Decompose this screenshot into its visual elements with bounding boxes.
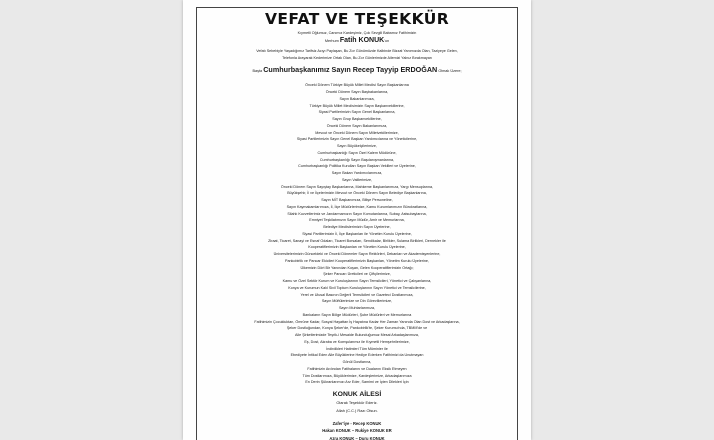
thanks-line: Büyükşehir, İl ve İlçelerimizin Mevcut ve Önceki Dönem Sayın Belediye Başkanlarına,	[287, 191, 427, 196]
thanks-line: Ebediyete İntikal Eden Aile Büyüklerine Hediye Ederken Fatihimizi da Unutmayan	[290, 353, 424, 358]
deceased-name: Fatih KONUK	[339, 36, 385, 44]
thanks-line: Şeker Pancarı Üreticileri ve Çiftçilerimize,	[323, 272, 391, 277]
president-prefix: Başta	[252, 69, 263, 74]
signature-line: Hakan KONUK – Rukiye KONUK ER	[322, 428, 392, 434]
family-line: Allah (C.C.) Razı Olsun.	[336, 407, 378, 413]
thanks-line: Pankobirlik ve Pancar Ekicileri Kooperatiflerimizin Başkanları, Yönetim Kurulu Üyelerine,	[284, 258, 429, 263]
thanks-line: İndirdikleri Hatimleri Tüm Müminler ile	[326, 346, 388, 351]
thanks-line: Önceki Dönem Sayın Sayıştay Başkanlarına, Mahkeme Başkanlarımıza, Yargı Mensuplarına,	[280, 184, 434, 189]
thanks-line: Sayın Bakanlarımıza,	[339, 96, 375, 101]
notice-content	[201, 10, 513, 440]
thanks-line: Üniversitelerimizin Günceldeki ve Önceki Dönemler Sayın Rektörleri, Dekanları ve Akademisyenlerine,	[273, 252, 441, 256]
obituary-page	[183, 0, 531, 440]
deceased-prefix: Merhum	[324, 38, 339, 43]
deceased-suffix: 'un	[384, 38, 390, 43]
intro-line: Vefatı Sebebiyle Yaşadığımız Tarifsiz Acıyı Paylaşan, Bu Zor Günümüzde Kalbinde Bizzat Yanımızda Olan, Taziyeye Gelen,	[256, 48, 458, 53]
thanks-line: Sayın MİT Başkanımıza, Bilişe Personeline,	[321, 198, 393, 202]
thanks-line: Önceki Dönem Sayın Bakanlarımıza,	[326, 123, 388, 128]
thanks-line: Bankaların Sayın Bölge Müdürleri, Şube Müdürleri ve Memurlarına	[302, 312, 412, 317]
thanks-line: Kooperatiflerimizin Başkanları ve Yönetim Kurulu Üyelerine,	[308, 245, 406, 250]
thanks-line: Mevcut ve Önceki Dönem Sayın Milletvekillerimize,	[315, 130, 399, 135]
signature-line: Azra KONUK – Duru KONUK	[329, 435, 385, 440]
thanks-line: Cumhurbaşkanlığı Sayın Başdanışmanlarına,	[319, 157, 395, 162]
thanks-line: Aile Şirketlerimizde Teşrik-i Mesaide Bulunduğumuz Mesai Arkadaşlarımıza,	[295, 333, 419, 337]
family-line: Olarak Teşekkür Ederiz.	[336, 400, 378, 405]
thanks-line: Ziraat, Ticaret, Sanayi ve Esnaf Odaları, Ticaret Borsaları, Sendikalar, Birlikler, Sulama Birlikleri, Dernekler ile	[268, 238, 446, 243]
thanks-line: Siyasi Partilerimizin İl, İlçe Başkanları ile Yönetim Kurulu Üyelerine,	[302, 231, 412, 236]
thanks-line: Kamu ve Özel Sektör Kurum ve Kuruluşlarının Sayın Temsilcileri, Yönetici ve Çalışanlarına,	[282, 279, 432, 283]
thanks-line: Belediye Meclislerimizin Sayın Üyelerine,	[323, 225, 391, 229]
thanks-line: Sayın Kaymakamlarımıza, İl, İlçe Müdürlerimize, Kamu Kurumlarımızın Bürokratlarına,	[286, 204, 428, 209]
thanks-line: Sayın Müftülerimize ve Din Görevlilerimize,	[321, 299, 393, 304]
thanks-line: Önceki Dönem Sayın Başbakanlarına,	[325, 90, 389, 94]
thanks-line: Ülkemizin Dört Bir Yanından Koşan, Gelen Kooperatiflerimizin Ortağı;	[300, 265, 414, 270]
thanks-line: Siyasi Partilerimizin Sayın Genel Başkanlarına,	[318, 110, 396, 115]
intro-line: Kıymetli Oğlumuz, Canımız Kardeşimiz, Çok Sevgili Babamız Fatihimizin	[297, 31, 417, 35]
president-suffix: Olmak Üzere;	[438, 69, 462, 74]
thanks-line: Tüm Dostlarımıza, Büyüklerimize, Kardeşlerimize, Arkadaşlarımıza	[302, 373, 412, 378]
thanks-line: Silahlı Kuvvetlerimiz ve Jandarmamızın Sayın Komutanlarına, Subay, Astsubaylarına,	[287, 211, 427, 216]
president-name: Cumhurbaşkanımız Sayın Recep Tayyip ERDOĞAN	[263, 65, 438, 75]
thanks-list	[201, 82, 513, 386]
thanks-line: Cumhurbaşkanlığı Politika Kurulları Sayın Başkan Vekilleri ve Üyelerine,	[298, 164, 416, 169]
thanks-line: Sayın Valilerimize,	[341, 177, 373, 182]
thanks-line: Emniyet Teşkilatımızın Sayın Müdür, Amir ve Memurlarına,	[309, 218, 405, 223]
thanks-line: En Derin Şükranlarımızı Arz Eder, Samimi ve İçten Dilekleri İçin	[305, 380, 409, 385]
president-line	[201, 65, 513, 76]
thanks-line: Sayın Bakan Yardımcılarımıza,	[331, 171, 383, 175]
thanks-line: Siyasi Partilerimizin Sayın Genel Başkan Yardımcılarına ve Yöneticilerine,	[296, 137, 418, 142]
thanks-line: Sayın Grup Başkanvekillerine,	[332, 117, 382, 121]
intro-line: Telefonla Arayarak Kederimize Ortak Olan, Bu Zor Günlerimizde Ailemizi Yalnız Bırakmayan	[282, 55, 432, 60]
thanks-line: Sayın Muhtarlarımıza,	[338, 306, 376, 310]
thanks-line: Şeker Dostluğundan, Konya Şeker'de, Pankobirlik'te, Şeker Kurumu'nda, TBMM'de ve	[286, 326, 428, 331]
thanks-line: Sayın Büyükelçilerimize,	[337, 144, 377, 148]
thanks-line: Cumhurbaşkanlığı Sayın Özel Kalem Müdürüne,	[317, 150, 397, 155]
notice-title: VEFAT VE TEŞEKKÜR	[264, 10, 450, 28]
thanks-line: Önceki Dönem Türkiye Büyük Millet Meclisi Sayın Başkanlarına	[305, 83, 409, 88]
thanks-line: Türkiye Büyük Millet Meclisimizin Sayın Başkanvekillerine,	[309, 103, 405, 108]
thanks-line: Eş, Dost, Akraba ve Komşularımız ile Kıymetli Hemşehrilerimize,	[304, 339, 410, 344]
family-title: KONUK AİLESİ	[332, 391, 382, 398]
signature-line: Zafer'iye - Recep KONUK	[332, 421, 382, 426]
thanks-line: Yerel ve Ulusal Basının Değerli Temsilcileri ve Gazeteci Dostlarımıza,	[300, 292, 414, 297]
deceased-line	[201, 37, 513, 45]
thanks-line: Fatihimizin Çocukluktan, Ömrüne Kadar, Sosyal Hayattan İş Hayatına Kadar Her Zaman Yanında Olan Dost ve Arkadaşlarına,	[254, 319, 460, 324]
thanks-line: Gönül Dostlarına,	[342, 360, 372, 364]
thanks-line: Konya ve Kurumun Kalıl Sivil Toplum Kuruluşlarının Sayın Yönetici ve Temsilcilerine,	[288, 285, 426, 290]
thanks-line: Fatihimizin Ardından Fatihalarını ve Dualarını Eksik Etmeyen	[307, 366, 407, 371]
